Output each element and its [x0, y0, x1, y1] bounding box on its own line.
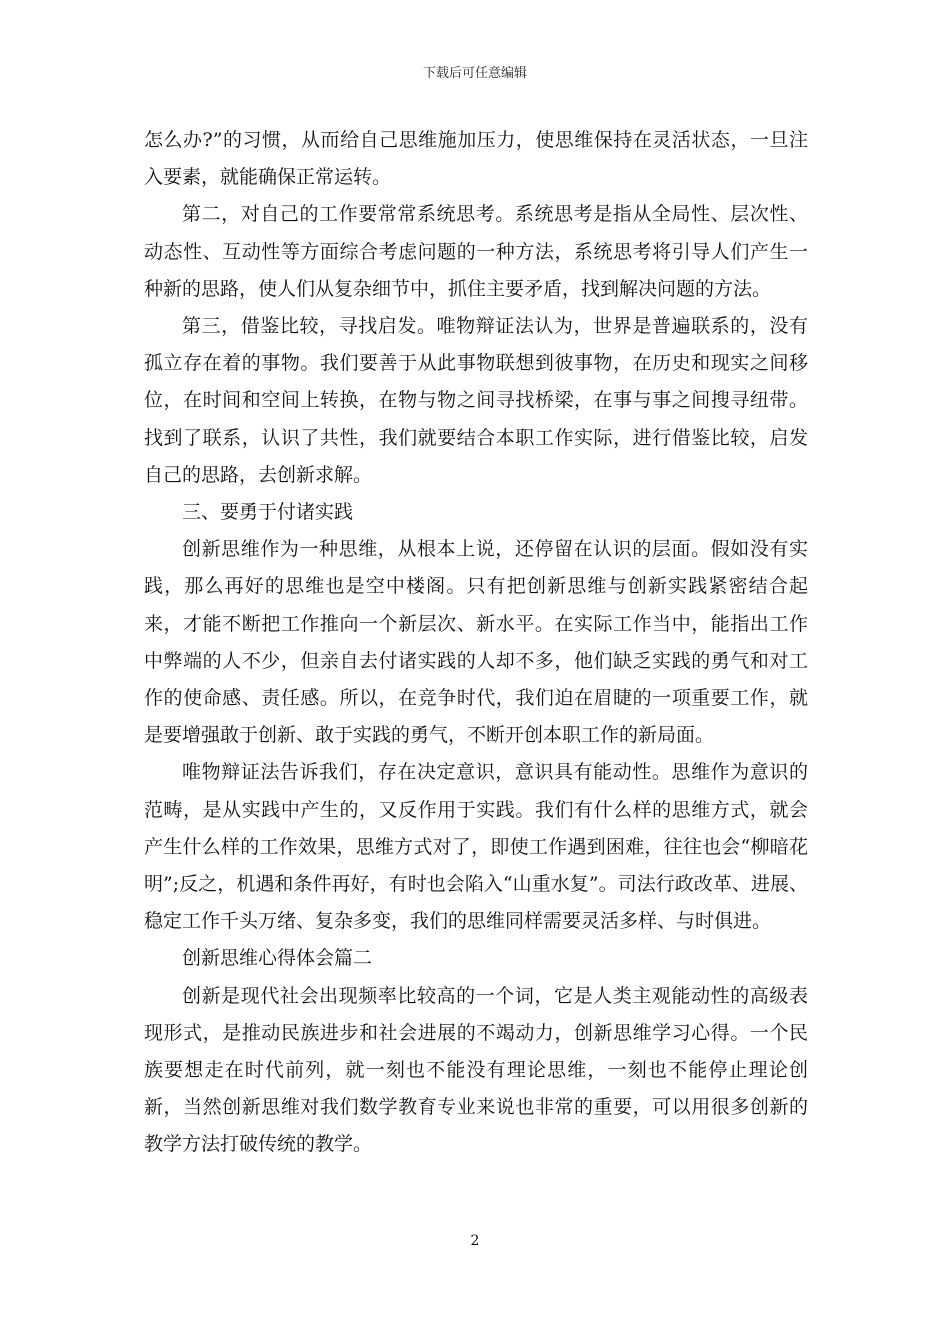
- section-heading: 三、要勇于付诸实践: [182, 501, 354, 524]
- page-number: 2: [470, 1233, 480, 1249]
- article-subtitle: 创新思维心得体会篇二: [182, 947, 373, 970]
- paragraph-2: 第二，对自己的工作要常常系统思考。系统思考是指从全局性、层次性、动态性、互动性等方面综合考虑问题的一种方法，系统思考将引导人们产生一种新的思路，使人们从复杂细节中，抓住主要矛盾，找到解决问题的方法。: [144, 203, 808, 300]
- paragraph-8: 创新是现代社会出现频率比较高的一个词，它是人类主观能动性的高级表现形式，是推动民族进步和社会进展的不竭动力，创新思维学习心得。一个民族要想走在时代前列，就一刻也不能没有理论思维，一刻也不能停止理论创新，当然创新思维对我们数学教育专业来说也非常的重要，可以用很多创新的教学方法打破传统的教学。: [144, 984, 808, 1156]
- page-header: 下载后可任意编辑: [422, 66, 527, 81]
- paragraph-6: 唯物辩证法告诉我们，存在决定意识，意识具有能动性。思维作为意识的范畴，是从实践中产生的，又反作用于实践。我们有什么样的思维方式，就会产生什么样的工作效果，思维方式对了，即使工作遇到困难，往往也会“柳暗花明”;反之，机遇和条件再好，有时也会陷入“山重水复”。司法行政改革、进展、稳定工作千头万绪、复杂多变，我们的思维同样需要灵活多样、与时俱进。: [144, 761, 808, 933]
- paragraph-5: 创新思维作为一种思维，从根本上说，还停留在认识的层面。假如没有实践，那么再好的思维也是空中楼阁。只有把创新思维与创新实践紧密结合起来，才能不断把工作推向一个新层次、新水平。在实际工作当中，能指出工作中弊端的人不少，但亲自去付诸实践的人却不多，他们缺乏实践的勇气和对工作的使命感、责任感。所以，在竞争时代，我们迫在眉睫的一项重要工作，就是要增强敢于创新、敢于实践的勇气，不断开创本职工作的新局面。: [144, 538, 808, 747]
- paragraph-1: 怎么办?”的习惯，从而给自己思维施加压力，使思维保持在灵活状态，一旦注入要素，就能确保正常运转。: [144, 129, 808, 189]
- document-body: [144, 122, 808, 1164]
- paragraph-3: 第三，借鉴比较，寻找启发。唯物辩证法认为，世界是普遍联系的，没有孤立存在着的事物。我们要善于从此事物联想到彼事物，在历史和现实之间移位，在时间和空间上转换，在物与物之间寻找桥梁，在事与事之间搜寻纽带。找到了联系，认识了共性，我们就要结合本职工作实际，进行借鉴比较，启发自己的思路，去创新求解。: [144, 315, 808, 486]
